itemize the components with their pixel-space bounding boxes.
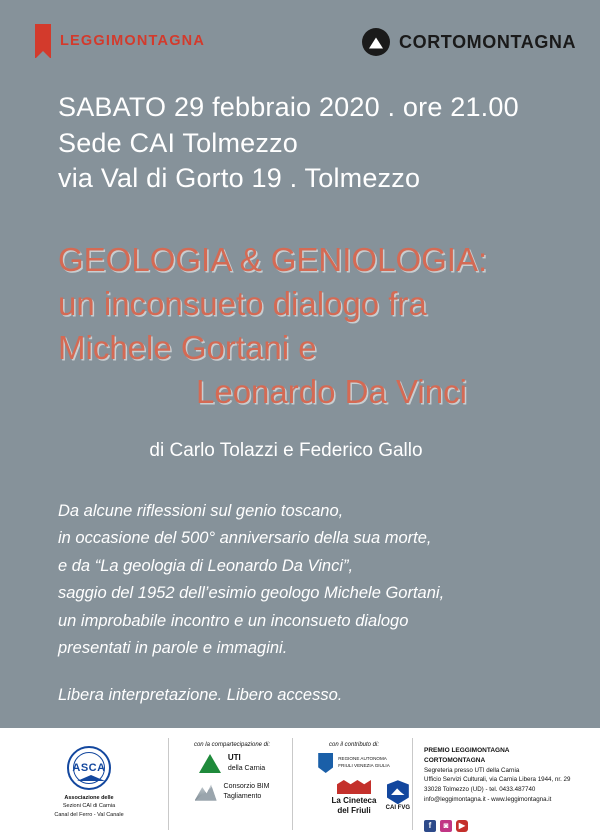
- partners-caption: con la compartecipazione di:: [193, 742, 271, 748]
- bim-subtitle: Tagliamento: [223, 792, 262, 800]
- bim-name: Consorzio BIM: [223, 783, 270, 791]
- asca-name: Associazione delle: [64, 795, 114, 801]
- play-triangle-icon: [362, 28, 390, 56]
- facebook-icon[interactable]: f: [424, 820, 436, 832]
- poster-header: [0, 20, 600, 70]
- description-line-5: un improbabile incontro e un inconsueto dialogo: [58, 611, 409, 630]
- contacts-line-4[interactable]: info@leggimontagna.it - www.leggimontagna.it: [424, 795, 552, 803]
- uti-subtitle: della Carnia: [227, 764, 266, 772]
- contacts-line-1: Segreteria presso UTI della Carnia: [424, 766, 520, 774]
- social-links: [424, 820, 468, 832]
- asca-badge-letters: ASCA: [72, 762, 106, 774]
- asca-logo-icon: [67, 746, 111, 790]
- cai-fvg-label: CAI FVG: [385, 805, 410, 812]
- description-line-7: Libera interpretazione. Libero accesso.: [58, 686, 343, 705]
- description-line-6: presentati in parole e immagini.: [58, 638, 288, 657]
- event-venue: Sede CAI Tolmezzo: [58, 127, 299, 158]
- bookmark-icon: [35, 24, 51, 58]
- description-line-1: Da alcune riflessioni sul genio toscano,: [58, 502, 344, 520]
- leggimontagna-logo: [35, 24, 205, 58]
- contacts-title-1: PREMIO LEGGIMONTAGNA: [424, 747, 510, 754]
- event-details: [58, 90, 519, 197]
- fvg-line-1: REGIONE AUTONOMA: [338, 756, 387, 762]
- title-line-1: GEOLOGIA & GENIOLOGIA:: [58, 241, 488, 278]
- uti-triangle-icon: [199, 754, 221, 773]
- contacts-line-3: 33028 Tolmezzo (UD) - tel. 0433.487740: [424, 786, 536, 794]
- uti-name: UTI: [227, 753, 241, 762]
- description-spacer: [58, 662, 444, 682]
- title-line-3: Michele Gortani e: [58, 328, 317, 366]
- leggimontagna-logo-text: LEGGIMONTAGNA: [60, 33, 206, 49]
- fvg-line-2: FRIULI VENEZIA GIULIA: [338, 763, 390, 768]
- contributors-block: [300, 742, 408, 815]
- description-line-3: e da “La geologia di Leonardo Da Vinci”,: [58, 556, 354, 575]
- footer-divider-3: [412, 738, 413, 830]
- bim-logo: [176, 782, 288, 801]
- title-line-2: un inconsueto dialogo fra: [58, 284, 427, 322]
- event-title: [0, 238, 600, 414]
- partners-block: [176, 742, 288, 810]
- mountain-icon: [195, 783, 217, 801]
- uti-logo: [176, 753, 288, 773]
- description-line-2: in occasione del 500° anniversario della sua morte,: [58, 529, 432, 548]
- footer-divider-2: [292, 738, 293, 830]
- event-date: SABATO 29 febbraio 2020 . ore 21.00: [58, 92, 519, 122]
- event-description: [58, 498, 444, 710]
- cortomontagna-logo: [362, 28, 576, 56]
- description-line-4: saggio del 1952 dell’esimio geologo Michele Gortani,: [58, 584, 445, 603]
- contacts-line-2: Ufficio Servizi Culturali, via Carnia Libera 1944, nr. 29: [424, 776, 571, 784]
- contacts-title-2: CORTOMONTAGNA: [424, 756, 486, 764]
- event-authors: di Carlo Tolazzi e Federico Gallo: [149, 440, 423, 461]
- asca-block: [14, 746, 164, 819]
- cai-shield-icon: [387, 780, 409, 804]
- cortomontagna-logo-text: CORTOMONTAGNA: [399, 31, 577, 52]
- cineteca-line-2: del Friuli: [337, 805, 371, 815]
- film-strip-icon: [337, 780, 371, 794]
- regione-fvg-logo: [300, 753, 408, 773]
- cai-fvg-logo: [386, 780, 410, 811]
- asca-line-2: Sezioni CAI di Carnia: [62, 803, 116, 810]
- youtube-icon[interactable]: ▶: [456, 820, 468, 832]
- event-address: via Val di Gorto 19 . Tolmezzo: [58, 163, 421, 194]
- contributors-caption: con il contributo di:: [328, 742, 380, 748]
- title-line-4: Leonardo Da Vinci: [196, 372, 467, 410]
- asca-line-3: Canal del Ferro - Val Canale: [54, 811, 124, 818]
- instagram-icon[interactable]: ◙: [440, 820, 452, 832]
- footer-divider-1: [168, 738, 169, 830]
- contacts-block: [424, 746, 594, 805]
- poster-footer: [0, 728, 600, 840]
- cineteca-line-1: La Cineteca: [331, 796, 377, 805]
- shield-icon: [318, 753, 333, 773]
